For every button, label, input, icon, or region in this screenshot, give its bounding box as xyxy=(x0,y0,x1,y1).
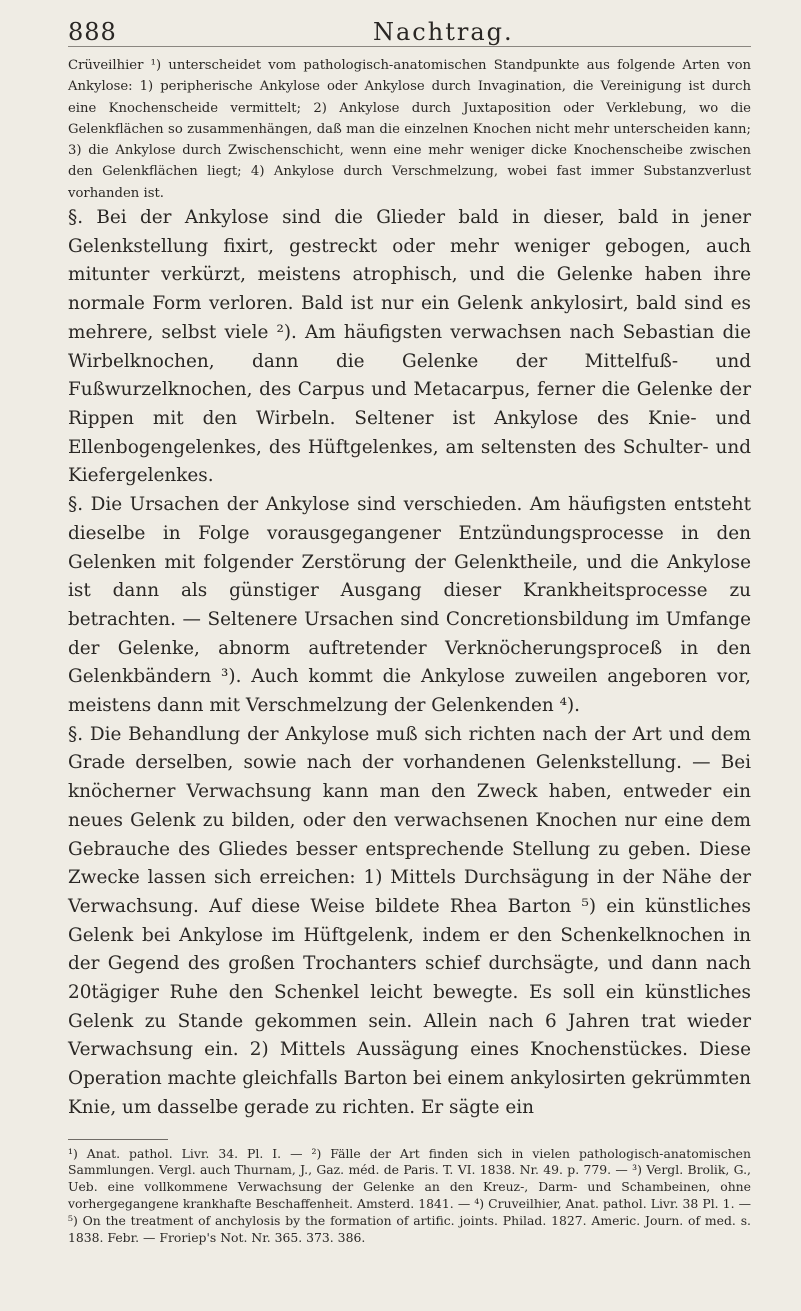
intro-paragraph: Crüveilhier ¹) unterscheidet vom pathologisch-anatomischen Standpunkte aus folgende Arten von Ankylose: 1) peripherische Ankylose oder Ankylose durch Invagination, die Vereinigung ist durch eine Knochenscheide vermittelt; 2) Ankylose durch Juxtaposition oder Verklebung, wo die Gelenkflächen so zusammenhängen, daß man die einzelnen Knochen nicht mehr unterscheiden kann; 3) die Ankylose durch Zwischenschicht, wenn eine mehr weniger dicke Knochenscheibe zwischen den Gelenkflächen liegt; 4) Ankylose durch Verschmelzung, wobei fast immer Substanzverlust vorhanden ist. xyxy=(68,58,751,201)
paragraph-behandlung: §. Die Behandlung der Ankylose muß sich richten nach der Art und dem Grade derselben, sowie nach der vorhandenen Gelenkstellung. — Bei knöcherner Verwachsung kann man den Zweck haben, entweder ein neues Gelenk zu bilden, oder den verwachsenen Knochen nur eine dem Gebrauche des Gliedes besser entsprechende Stellung zu geben. Diese Zwecke lassen sich erreichen: 1) Mittels Durchsägung in der Nähe der Verwachsung. Auf diese Weise bildete Rhea Barton ⁵) ein künstliches Gelenk bei Ankylose im Hüftgelenk, indem er den Schenkelknochen in der Gegend des großen Trochanters schief durchsägte, und dann nach 20tägiger Ruhe den Schenkel leicht bewegte. Es soll ein künstliches Gelenk zu Stande gekommen sein. Allein nach 6 Jahren trat wieder Verwachsung ein. 2) Mittels Aussägung eines Knochenstückes. Diese Operation machte gleichfalls Barton bei einem ankylosirten gekrümmten Knie, um dasselbe gerade zu richten. Er sägte ein xyxy=(68,723,751,1118)
running-title: Nachtrag. xyxy=(373,18,514,46)
page-number: 888 xyxy=(68,18,117,46)
paragraph-ankylose-stellung: §. Bei der Ankylose sind die Glieder bald in dieser, bald in jener Gelenkstellung fixirt, gestreckt oder mehr weniger gebogen, auch mitunter verkürzt, meistens atrophisch, und die Gelenke haben ihre normale Form verloren. Bald ist nur ein Gelenk ankylosirt, bald sind es mehrere, selbst viele ²). Am häufigsten verwachsen nach Sebastian die Wirbelknochen, dann die Gelenke der Mittelfuß- und Fußwurzelknochen, des Carpus und Metacarpus, ferner die Gelenke der Rippen mit den Wirbeln. Seltener ist Ankylose des Knie- und Ellenbogengelenkes, des Hüftgelenkes, am seltensten des Schulter- und Kiefergelenkes. xyxy=(68,207,751,487)
paragraph-ursachen: §. Die Ursachen der Ankylose sind verschieden. Am häufigsten entsteht dieselbe in Folge vorausgegangener Entzündungsprocesse in den Gelenken mit folgender Zerstörung der Gelenktheile, und die Ankylose ist dann als günstiger Ausgang dieser Krankheitsprocesse zu betrachten. — Seltenere Ursachen sind Concretionsbildung im Umfange der Gelenke, abnorm auftretender Verknöcherungsproceß in den Gelenkbändern ³). Auch kommt die Ankylose zuweilen angeboren vor, meistens dann mit Verschmelzung der Gelenkenden ⁴). xyxy=(68,494,751,717)
page-header xyxy=(68,0,751,46)
header-rule xyxy=(68,46,751,47)
footnote-rule xyxy=(68,1139,168,1140)
footnotes: ¹) Anat. pathol. Livr. 34. Pl. I. — ²) Fälle der Art finden sich in vielen pathologisch-anatomischen Sammlungen. Vergl. auch Thurnam, J., Gaz. méd. de Paris. T. VI. 1838. Nr. 49. p. 779. — ³) Vergl. Brolik, G., Ueb. eine vollkommene Verwachsung der Gelenke an den Kreuz-, Darm- und Schambeinen, ohne vorhergegangene krankhafte Beschaffenheit. Amsterd. 1841. — ⁴) Cruveilhier, Anat. pathol. Livr. 38 Pl. 1. — ⁵) On the treatment of anchylosis by the formation of artific. joints. Philad. 1827. Americ. Journ. of med. s. 1838. Febr. — Froriep's Not. Nr. 365. 373. 386. xyxy=(68,1145,751,1245)
